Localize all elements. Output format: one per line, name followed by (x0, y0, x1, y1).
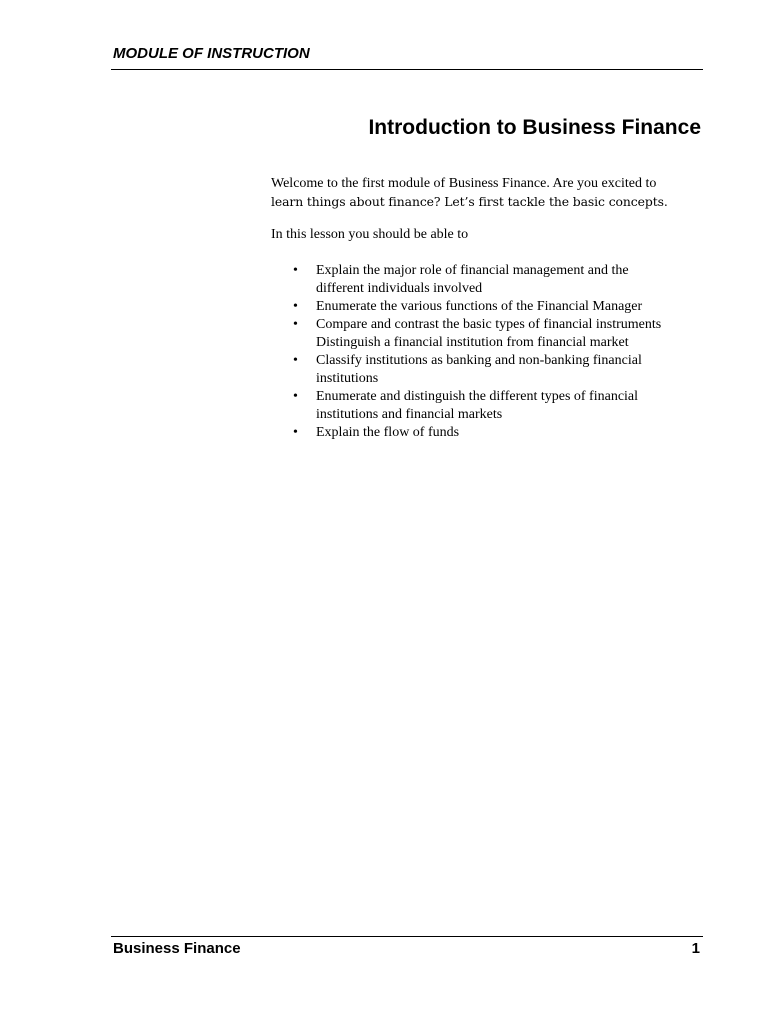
objective-continuation: institutions (316, 371, 379, 386)
list-item (271, 388, 711, 424)
footer-divider (111, 936, 703, 937)
list-item (271, 298, 711, 316)
objective-text: Enumerate the various functions of the Financial Manager (316, 299, 643, 314)
bullet-icon: • (293, 317, 298, 332)
page-title: Introduction to Business Finance (368, 116, 701, 139)
bullet-icon: • (293, 299, 298, 314)
lesson-lead: In this lesson you should be able to (271, 227, 469, 242)
list-item (271, 316, 711, 352)
bullet-icon: • (293, 389, 298, 404)
footer-course-name: Business Finance (113, 940, 241, 957)
intro-line-1: Welcome to the first module of Business Finance. Are you excited to (271, 176, 657, 191)
objective-text: Classify institutions as banking and non-banking financial (316, 353, 642, 368)
objective-text: Enumerate and distinguish the different types of financial (316, 389, 639, 404)
objective-text: Explain the major role of financial management and the (316, 263, 629, 278)
page-number: 1 (691, 940, 700, 957)
header-divider (111, 69, 703, 70)
header-label: MODULE OF INSTRUCTION (113, 45, 310, 62)
objective-text: Compare and contrast the basic types of financial instruments (316, 317, 662, 332)
objective-continuation: different individuals involved (316, 281, 483, 296)
objective-continuation: Distinguish a financial institution from financial market (316, 335, 629, 350)
list-item (271, 352, 711, 388)
objective-text: Explain the flow of funds (316, 425, 460, 440)
bullet-icon: • (293, 425, 298, 440)
intro-line-2: learn things about finance? Let’s first tackle the basic concepts. (271, 194, 668, 209)
list-item (271, 424, 711, 442)
intro-paragraph (271, 175, 711, 212)
objective-continuation: institutions and financial markets (316, 407, 503, 422)
list-item (271, 262, 711, 298)
bullet-icon: • (293, 263, 298, 278)
objectives-list (271, 262, 711, 442)
bullet-icon: • (293, 353, 298, 368)
